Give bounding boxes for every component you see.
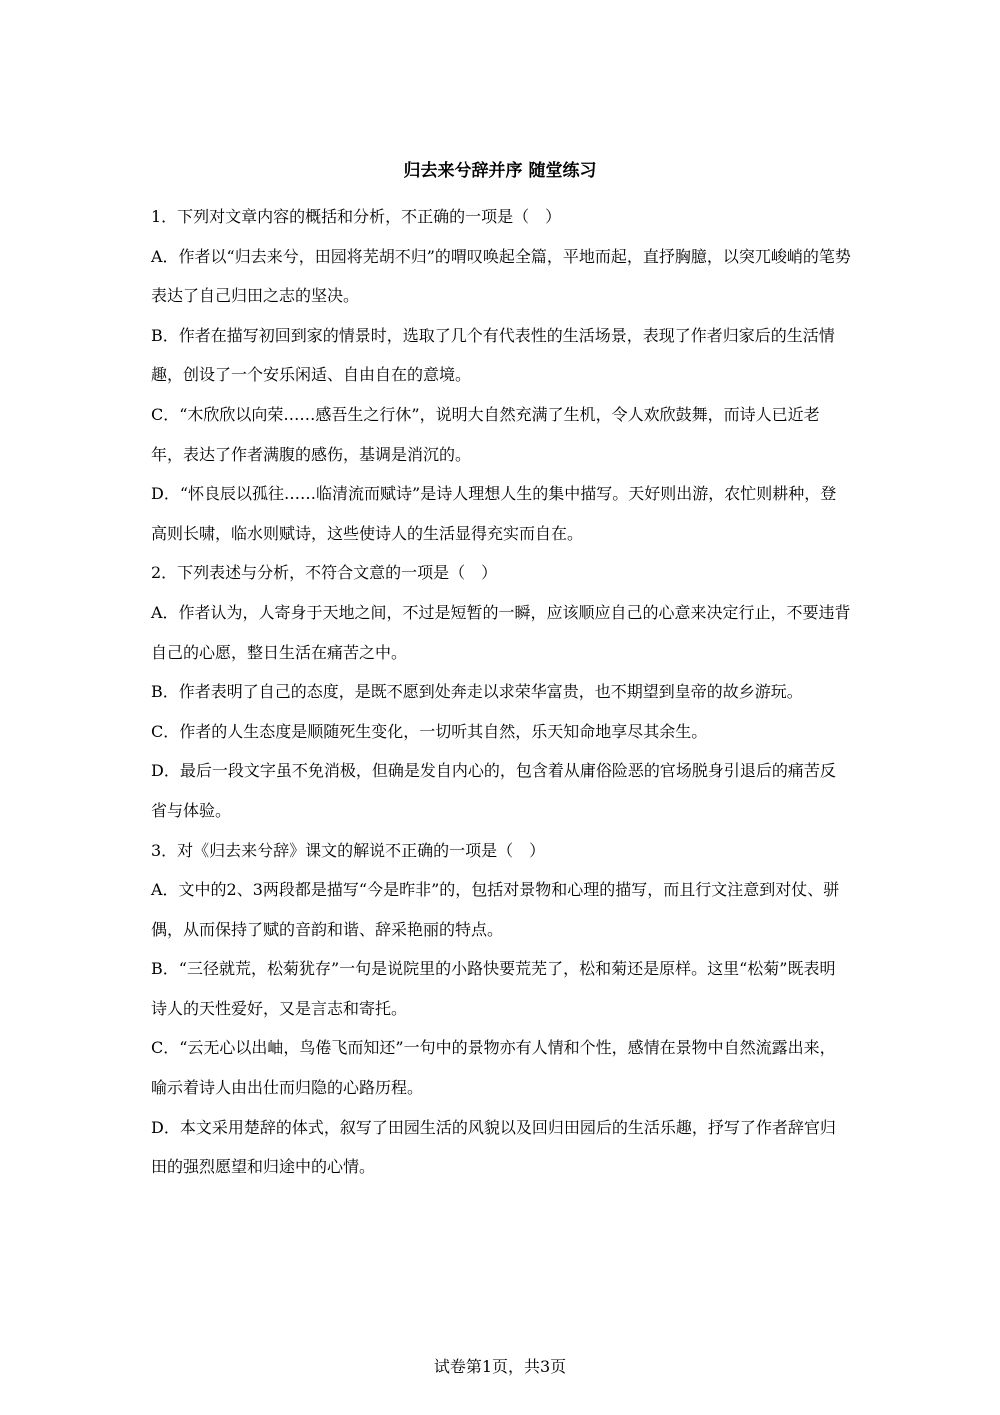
- question-list: [151, 197, 851, 1187]
- question-2-option-a: A．作者认为，人寄身于天地之间，不过是短暂的一瞬，应该顺应自己的心意来决定行止，不要违背自己的心愿，整日生活在痛苦之中。: [151, 602, 851, 662]
- question-2-stem: 2．下列表述与分析，不符合文意的一项是（ ）: [151, 563, 498, 583]
- question-2-option-d: D．最后一段文字虽不免消极，但确是发自内心的，包含着从庸俗险恶的官场脱身引退后的痛苦反省与体验。: [151, 761, 836, 820]
- question-1-option-d: D．“怀良辰以孤往……临清流而赋诗”是诗人理想人生的集中描写。天好则出游，农忙则耕种，登高则长啸，临水则赋诗，这些使诗人的生活显得充实而自在。: [151, 484, 837, 543]
- question-1-option-b: B．作者在描写初回到家的情景时，选取了几个有代表性的生活场景，表现了作者归家后的生活情趣，创设了一个安乐闲适、自由自在的意境。: [151, 325, 835, 385]
- question-3-option-d: D．本文采用楚辞的体式，叙写了田园生活的风貌以及回归田园后的生活乐趣，抒写了作者辞官归田的强烈愿望和归途中的心情。: [151, 1117, 836, 1177]
- question-3-option-a: A．文中的2、3两段都是描写“今是昨非”的，包括对景物和心理的描写，而且行文注意到对仗、骈偶，从而保持了赋的音韵和谐、辞采艳丽的特点。: [151, 880, 840, 939]
- document-title: 归去来兮辞并序 随堂练习: [403, 161, 597, 181]
- question-3-stem: 3．对《归去来兮辞》课文的解说不正确的一项是（ ）: [151, 840, 546, 860]
- question-1-stem: 1．下列对文章内容的概括和分析，不正确的一项是（ ）: [151, 207, 562, 226]
- question-1-option-c: C．“木欣欣以向荣……感吾生之行休”，说明大自然充满了生机，令人欢欣鼓舞，而诗人已近老年，表达了作者满腹的感伤，基调是消沉的。: [151, 404, 820, 464]
- question-2-option-c: C．作者的人生态度是顺随死生变化，一切听其自然，乐天知命地享尽其余生。: [151, 721, 708, 741]
- question-3-option-b: B．“三径就荒，松菊犹存”一句是说院里的小路快要荒芜了，松和菊还是原样。这里“松菊”既表明诗人的天性爱好，又是言志和寄托。: [151, 959, 836, 1018]
- question-2-option-b: B．作者表明了自己的态度，是既不愿到处奔走以求荣华富贵，也不期望到皇帝的故乡游玩。: [151, 682, 803, 702]
- question-1-option-a: A．作者以“归去来兮，田园将芜胡不归”的喟叹唤起全篇，平地而起，直抒胸臆，以突兀峻峭的笔势表达了自己归田之志的坚决。: [151, 246, 851, 306]
- question-3-option-c: C．“云无心以出岫，鸟倦飞而知还”一句中的景物亦有人情和个性，感情在景物中自然流露出来，喻示着诗人由出仕而归隐的心路历程。: [151, 1038, 836, 1098]
- page-footer: 试卷第1页，共3页: [433, 1357, 567, 1376]
